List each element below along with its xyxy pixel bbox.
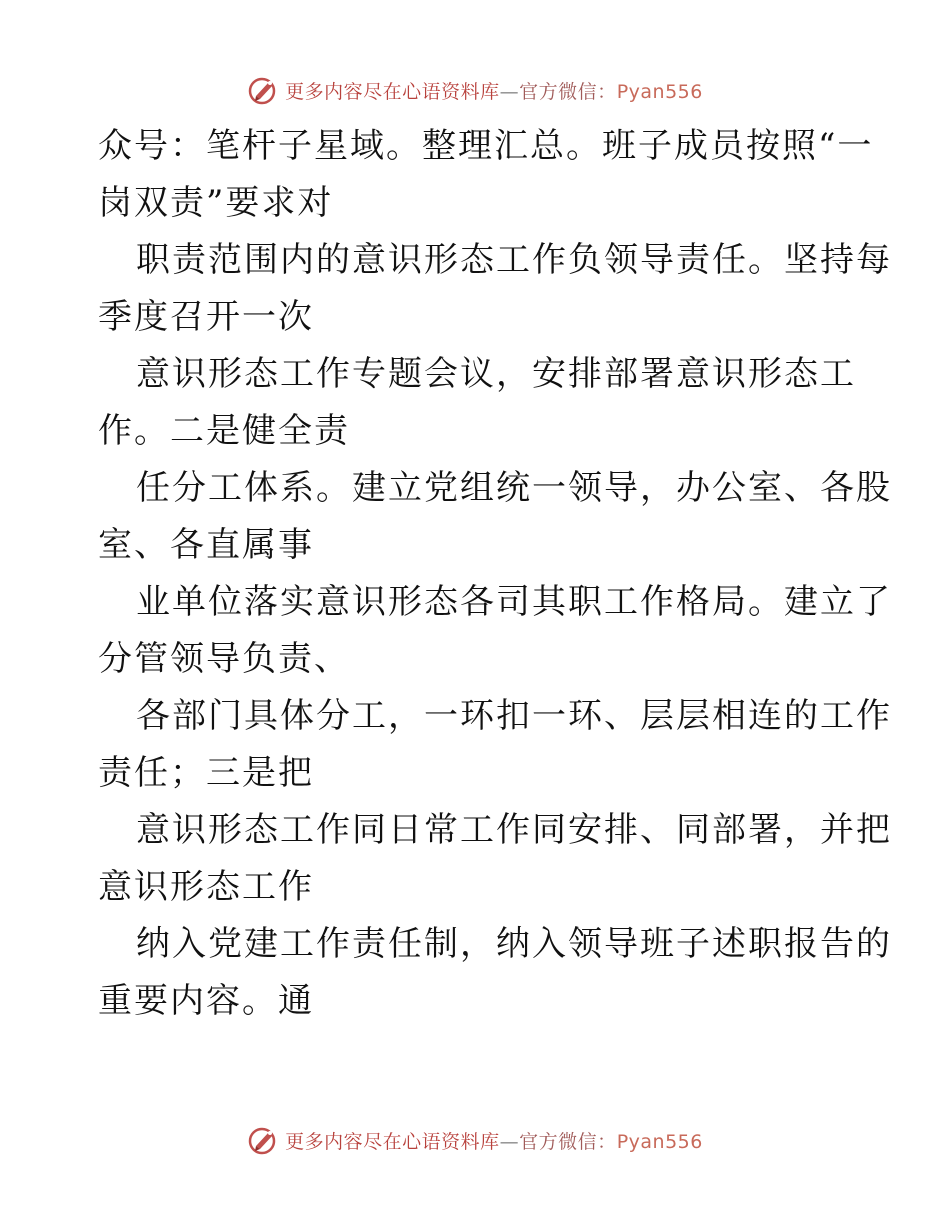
text-line: 意识形态工作专题会议，安排部署意识形态工 <box>136 354 856 394</box>
text-line: 任分工体系。建立党组统一领导，办公室、各股 <box>136 468 892 508</box>
text-line: 分管领导负责、 <box>98 639 350 679</box>
text-line: 季度召开一次 <box>98 297 314 337</box>
watermark-separator: — <box>499 1130 520 1153</box>
pen-logo-icon <box>247 1124 279 1156</box>
watermark-wechat-id: Pyan556 <box>616 1130 703 1153</box>
pen-logo-icon <box>247 74 279 106</box>
text-line: 意识形态工作 <box>98 867 314 907</box>
footer-watermark <box>0 1120 950 1160</box>
text-line: 职责范围内的意识形态工作负领导责任。坚持每 <box>136 240 892 280</box>
watermark-wechat-label: 官方微信： <box>519 80 617 103</box>
text-line: 岗双责”要求对 <box>98 183 334 223</box>
watermark-label: 更多内容尽在心语资料库 <box>285 80 500 103</box>
text-line: 纳入党建工作责任制，纳入领导班子述职报告的 <box>136 924 892 964</box>
text-line: 作。二是健全责 <box>98 411 350 451</box>
text-line: 业单位落实意识形态各司其职工作格局。建立了 <box>136 582 892 622</box>
watermark-separator: — <box>499 80 520 103</box>
watermark-wechat-id: Pyan556 <box>616 80 703 103</box>
text-line: 责任；三是把 <box>98 753 314 793</box>
text-line: 各部门具体分工，一环扣一环、层层相连的工作 <box>136 696 892 736</box>
watermark-text <box>285 1127 703 1154</box>
text-line: 室、各直属事 <box>98 525 314 565</box>
watermark-wechat-label: 官方微信： <box>519 1130 617 1153</box>
text-line: 意识形态工作同日常工作同安排、同部署，并把 <box>136 810 892 850</box>
text-line: 重要内容。通 <box>98 981 314 1021</box>
text-line: 众号：笔杆子星域。整理汇总。班子成员按照“一 <box>98 126 874 166</box>
watermark-text <box>285 77 703 104</box>
header-watermark <box>0 70 950 110</box>
watermark-label: 更多内容尽在心语资料库 <box>285 1130 500 1153</box>
document-body <box>98 118 892 1030</box>
